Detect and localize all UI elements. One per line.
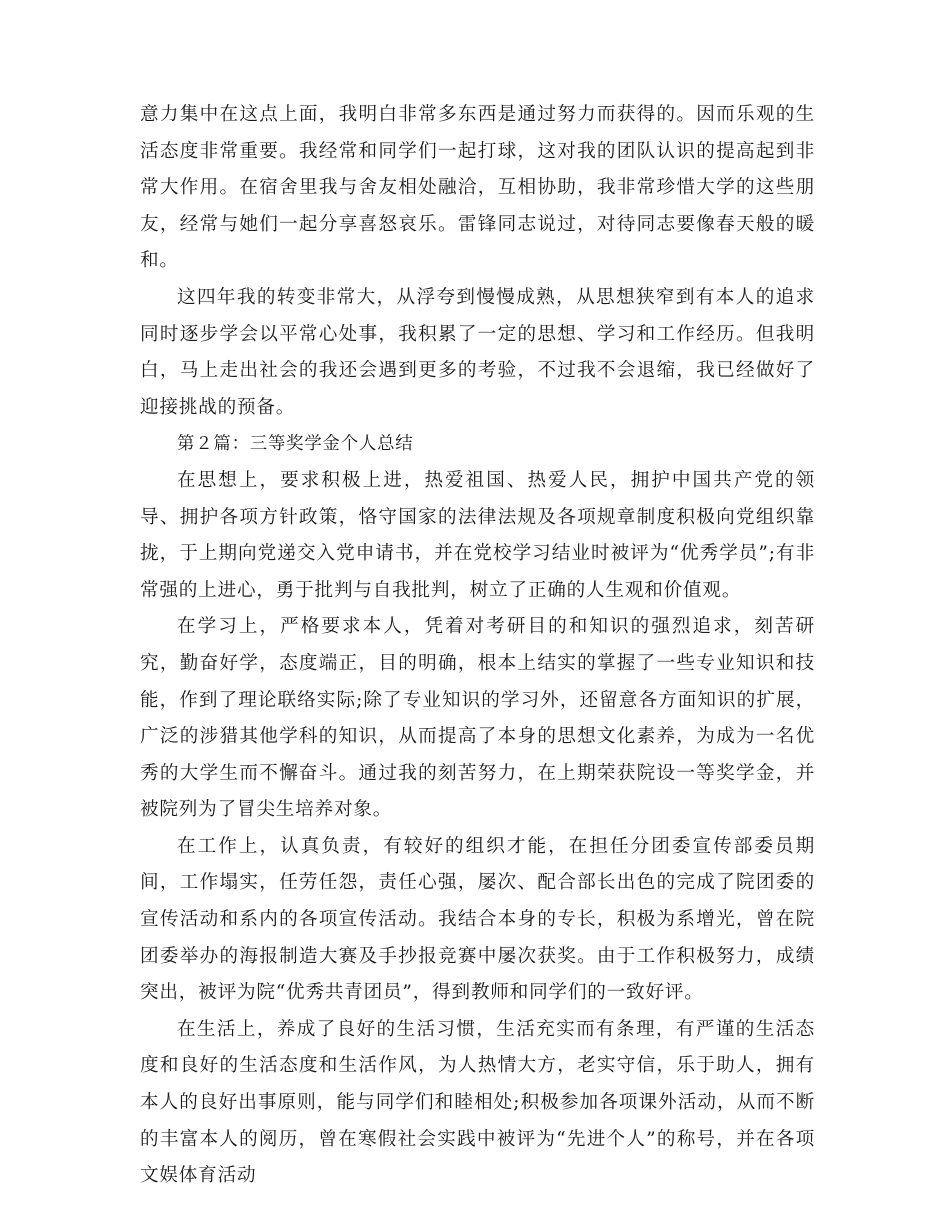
section-heading: 第２篇：三等奖学金个人总结 [177,434,414,455]
paragraph-continued: 意力集中在这点上面，我明白非常多东西是通过努力而获得的。因而乐观的生活态度非常重要。我经常和同学们一起打球，这对我的团队认识的提高起到非常大作用。在宿舍里我与舍友相处融洽，互相协助，我非常珍惜大学的这些朋友，经常与她们一起分享喜怒哀乐。雷锋同志说过，对待同志要像春天般的暖和。 [140,104,815,272]
document-body [140,97,815,1195]
paragraph-thought: 在思想上，要求积极上进，热爱祖国、热爱人民，拥护中国共产党的领导、拥护各项方针政策，恪守国家的法律法规及各项规章制度积极向党组织靠拢，于上期向党递交入党申请书，并在党校学习结业时被评为“优秀学员”;有非常强的上进心，勇于批判与自我批判，树立了正确的人生观和价值观。 [140,469,815,601]
paragraph-life: 在生活上，养成了良好的生活习惯，生活充实而有条理，有严谨的生活态度和良好的生活态度和生活作风，为人热情大方，老实守信，乐于助人，拥有本人的良好出事原则，能与同学们和睦相处;积极参加各项课外活动，从而不断的丰富本人的阅历，曾在寒假社会实践中被评为“先进个人”的称号，并在各项文娱体育活动 [140,1018,815,1187]
paragraph-work: 在工作上，认真负责，有较好的组织才能，在担任分团委宣传部委员期间，工作塌实，任劳任怨，责任心强，屡次、配合部长出色的完成了院团委的宣传活动和系内的各项宣传活动。我结合本身的专长，积极为系增光，曾在院团委举办的海报制造大赛及手抄报竞赛中屡次获奖。由于工作积极努力，成绩突出，被评为院“优秀共青团员”，得到教师和同学们的一致好评。 [140,835,815,1004]
paragraph-four-years: 这四年我的转变非常大，从浮夸到慢慢成熟，从思想狭窄到有本人的追求同时逐步学会以平常心处事，我积累了一定的思想、学习和工作经历。但我明白，马上走出社会的我还会遇到更多的考验，不过我不会退缩，我已经做好了迎接挑战的预备。 [140,286,815,418]
paragraph-study: 在学习上，严格要求本人，凭着对考研目的和知识的强烈追求，刻苦研究，勤奋好学，态度端正，目的明确，根本上结实的掌握了一些专业知识和技能，作到了理论联络实际;除了专业知识的学习外，还留意各方面知识的扩展，广泛的涉猎其他学科的知识，从而提高了本身的思想文化素养，为成为一名优秀的大学生而不懈奋斗。通过我的刻苦努力，在上期荣获院设一等奖学金，并被院列为了冒尖生培养对象。 [140,616,815,821]
